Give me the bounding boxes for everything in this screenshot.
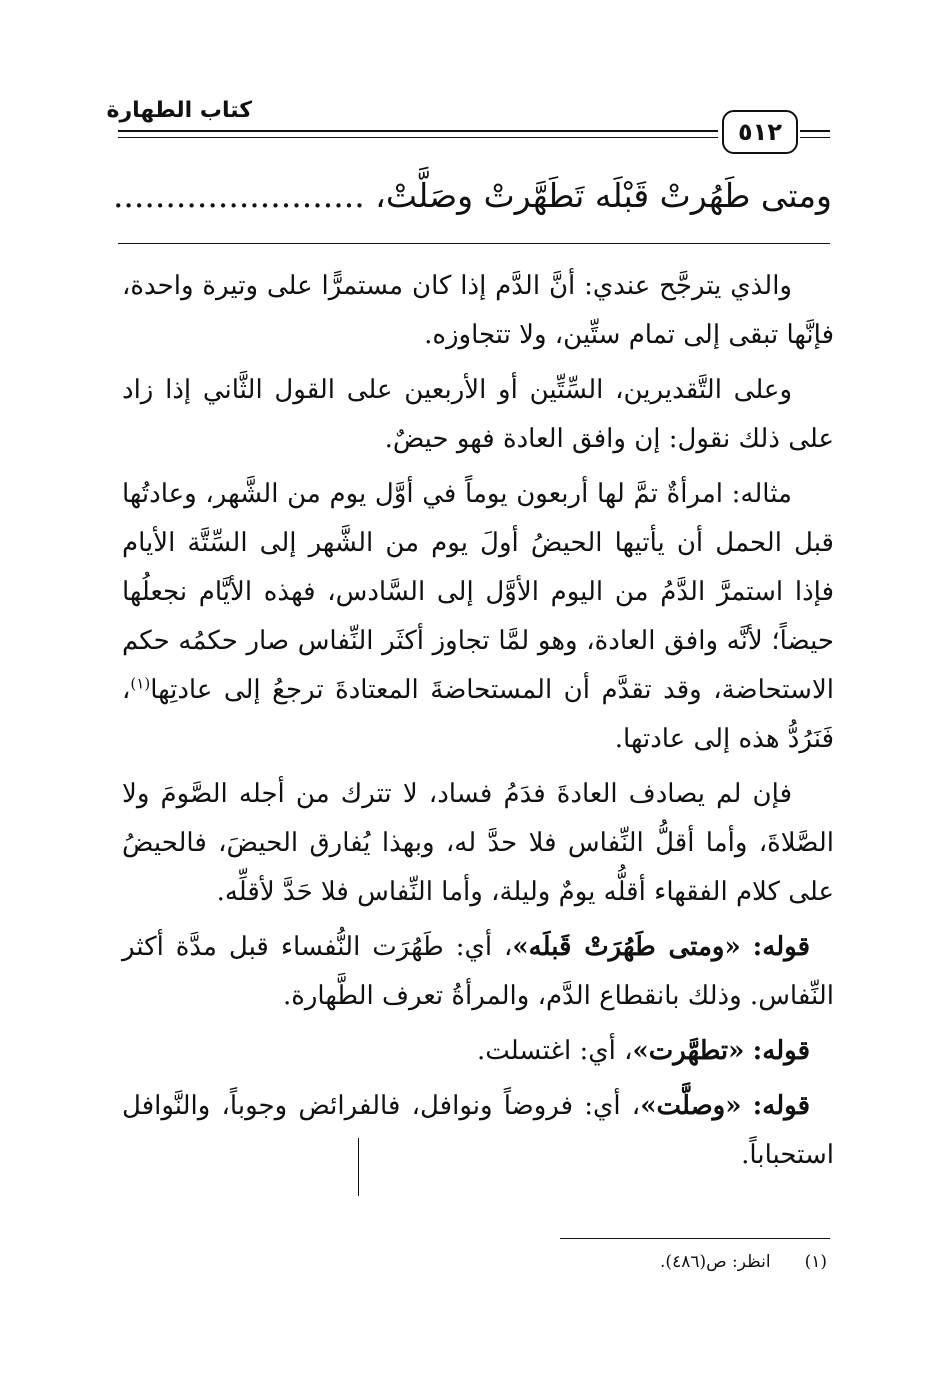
header-rule [118,130,718,132]
text-cursor [358,1138,359,1196]
quote-paragraph [122,1027,834,1076]
paragraph-text: ، فَنَرُدُّ هذه إلى عادتها. [122,675,834,754]
commentary-body [122,262,834,1186]
paragraph-text: ، أي: طَهُرَت النُّفساء قبل مدَّة أكثر النِّفاس. وذلك بانقطاع الدَّم، والمرأةُ تعرف الطَّهارة. [122,932,834,1011]
quote-label: قوله: [752,1036,810,1066]
quoted-matn: «تطهَّرت» [632,1036,745,1066]
quote-label: قوله: [752,1091,810,1121]
quoted-matn: «ومتى طَهُرَتْ قَبلَه» [512,932,741,962]
footnote-text: انظر: ص(٤٨٦). [660,1252,771,1272]
footnote [660,1248,827,1276]
header-rule [800,137,830,138]
paragraph-text: ، أي: فروضاً ونوافل، فالفرائض وجوباً، والنَّوافل استحباباً. [122,1091,834,1170]
header-rule [118,137,718,138]
page-number: ٥١٢ [722,110,798,154]
paragraph: فإن لم يصادف العادةَ فدَمُ فساد، لا تترك من أجله الصَّومَ ولا الصَّلاةَ، وأما أقلُّ النِّفاس فلا حدَّ له، وبهذا يُفارق الحيضَ، فالحيضُ على كلام الفقهاء أقلُّه يومٌ وليلة، وأما النِّفاس فلا حَدَّ لأقلِّه. [122,779,834,907]
paragraph [122,470,834,764]
running-header-title: كتاب الطهارة [106,98,252,123]
footnote-number: (١) [804,1252,827,1272]
quote-label: قوله: [752,932,810,962]
quote-paragraph [122,1082,834,1180]
paragraph: وعلى التَّقديرين، السِّتِّين أو الأربعين على القول الثَّاني إذا زاد على ذلك نقول: إن وافق العادة فهو حيضٌ. [122,375,834,454]
paragraph-text: ، أي: اغتسلت. [477,1036,633,1066]
quote-paragraph [122,923,834,1021]
matn-text: ومتى طَهُرتْ قَبْلَه تَطَهَّرتْ وصَلَّتْ، ........................ [112,176,832,215]
paragraph: والذي يترجَّح عندي: أنَّ الدَّم إذا كان مستمرًّا على وتيرة واحدة، فإنَّها تبقى إلى تمام ستِّين، ولا تتجاوزه. [122,271,834,350]
footnote-separator [560,1238,830,1239]
matn-separator [118,243,830,244]
footnote-reference[interactable]: (١) [130,674,151,693]
paragraph-text: مثاله: امرأةٌ تمَّ لها أربعون يوماً في أوَّل يوم من الشَّهر، وعادتُها قبل الحمل أن يأتيها الحيضُ أولَ يوم من الشَّهر إلى السِّتَّة الأيام فإذا استمرَّ الدَّمُ من اليوم الأوَّل إلى السَّادس، فهذه الأيَّام نجعلُها حيضاً؛ لأنَّه وافق العادة، وهو لمَّا تجاوز أكثَر النِّفاس صار حكمُه حكم الاستحاضة، وقد تقدَّم أن المستحاضةَ المعتادةَ ترجعُ إلى عادتِها [122,479,834,705]
header-rule [800,130,830,132]
quoted-matn: «وصلَّت» [640,1091,742,1121]
